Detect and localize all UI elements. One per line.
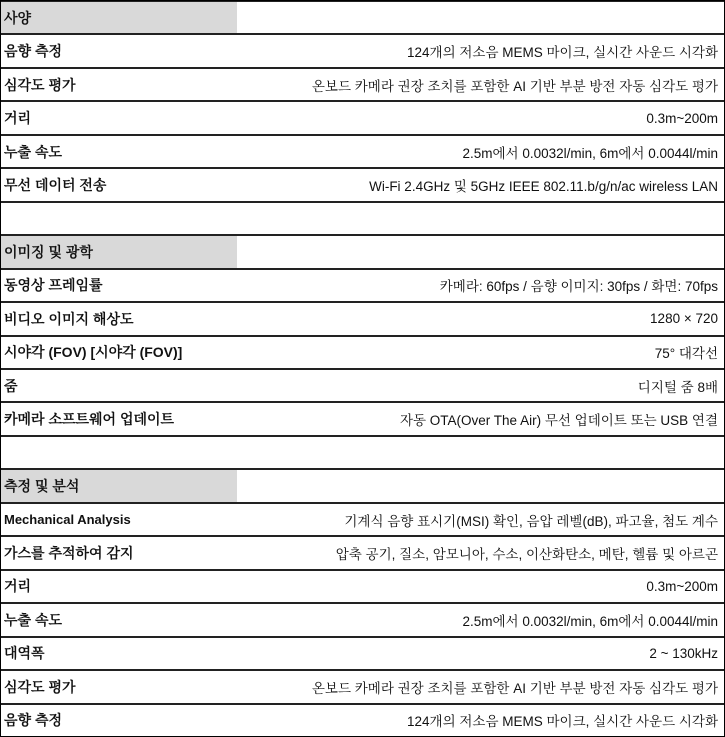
section-title: 사양 bbox=[1, 2, 237, 33]
spacer-row bbox=[1, 203, 724, 236]
spec-label: 음향 측정 bbox=[4, 712, 62, 729]
section-header bbox=[1, 236, 724, 269]
spec-label: 무선 데이터 전송 bbox=[4, 176, 107, 193]
spec-row bbox=[1, 370, 724, 403]
spec-value: 1280 × 720 bbox=[650, 311, 718, 327]
spec-row bbox=[1, 504, 724, 537]
spec-row bbox=[1, 337, 724, 370]
spec-row bbox=[1, 671, 724, 704]
spec-row bbox=[1, 69, 724, 102]
spec-label: 동영상 프레임률 bbox=[4, 277, 103, 294]
spec-row bbox=[1, 303, 724, 336]
spec-label: 심각도 평가 bbox=[4, 76, 76, 93]
spec-row bbox=[1, 571, 724, 604]
spec-row bbox=[1, 705, 724, 736]
spec-label: 카메라 소프트웨어 업데이트 bbox=[4, 411, 175, 428]
spec-value: 0.3m~200m bbox=[646, 578, 718, 594]
spec-value: 2.5m에서 0.0032l/min, 6m에서 0.0044l/min bbox=[462, 145, 718, 161]
spec-value: Wi-Fi 2.4GHz 및 5GHz IEEE 802.11.b/g/n/ac wireless LAN bbox=[369, 178, 718, 194]
spec-value: 온보드 카메라 권장 조치를 포함한 AI 기반 부분 방전 자동 심각도 평가 bbox=[311, 680, 718, 696]
section-header bbox=[1, 1, 724, 35]
spec-value: 75° 대각선 bbox=[654, 346, 718, 362]
spec-value: 온보드 카메라 권장 조치를 포함한 AI 기반 부분 방전 자동 심각도 평가 bbox=[311, 78, 718, 94]
spec-value: 124개의 저소음 MEMS 마이크, 실시간 사운드 시각화 bbox=[407, 714, 718, 730]
spec-label: 대역폭 bbox=[4, 645, 45, 662]
spec-value: 0.3m~200m bbox=[646, 110, 718, 126]
spec-value: 압축 공기, 질소, 암모니아, 수소, 이산화탄소, 메탄, 헬륨 및 아르곤 bbox=[335, 546, 718, 562]
spec-row bbox=[1, 270, 724, 303]
spec-value: 2.5m에서 0.0032l/min, 6m에서 0.0044l/min bbox=[462, 613, 718, 629]
spec-row bbox=[1, 537, 724, 570]
spec-row bbox=[1, 35, 724, 68]
spec-row bbox=[1, 604, 724, 637]
spec-row bbox=[1, 136, 724, 169]
spec-row bbox=[1, 403, 724, 436]
spec-label: 누출 속도 bbox=[4, 143, 62, 160]
spec-value: 기계식 음향 표시기(MSI) 확인, 음압 레벨(dB), 파고율, 첨도 계수 bbox=[344, 513, 718, 529]
spec-value: 디지털 줌 8배 bbox=[637, 379, 718, 395]
spec-label: 거리 bbox=[4, 110, 32, 127]
section-title: 측정 및 분석 bbox=[1, 470, 237, 501]
spec-label: 가스를 추적하여 감지 bbox=[4, 544, 134, 561]
section-title: 이미징 및 광학 bbox=[1, 236, 237, 267]
spec-label: 비디오 이미지 해상도 bbox=[4, 310, 134, 327]
spec-label: Mechanical Analysis bbox=[4, 512, 131, 528]
spec-row bbox=[1, 638, 724, 671]
section-header bbox=[1, 470, 724, 503]
spec-label: 누출 속도 bbox=[4, 611, 62, 628]
spec-row bbox=[1, 102, 724, 135]
spec-label: 심각도 평가 bbox=[4, 678, 76, 695]
spec-label: 시야각 (FOV) [시야각 (FOV)] bbox=[4, 344, 183, 361]
spec-label: 줌 bbox=[4, 377, 18, 394]
spacer-row bbox=[1, 437, 724, 470]
spec-label: 음향 측정 bbox=[4, 43, 62, 60]
spec-label: 거리 bbox=[4, 578, 32, 595]
spec-value: 124개의 저소음 MEMS 마이크, 실시간 사운드 시각화 bbox=[407, 45, 718, 61]
spec-row bbox=[1, 169, 724, 202]
spec-value: 자동 OTA(Over The Air) 무선 업데이트 또는 USB 연결 bbox=[399, 413, 718, 429]
spec-value: 카메라: 60fps / 음향 이미지: 30fps / 화면: 70fps bbox=[439, 279, 718, 295]
spec-value: 2 ~ 130kHz bbox=[649, 645, 718, 661]
